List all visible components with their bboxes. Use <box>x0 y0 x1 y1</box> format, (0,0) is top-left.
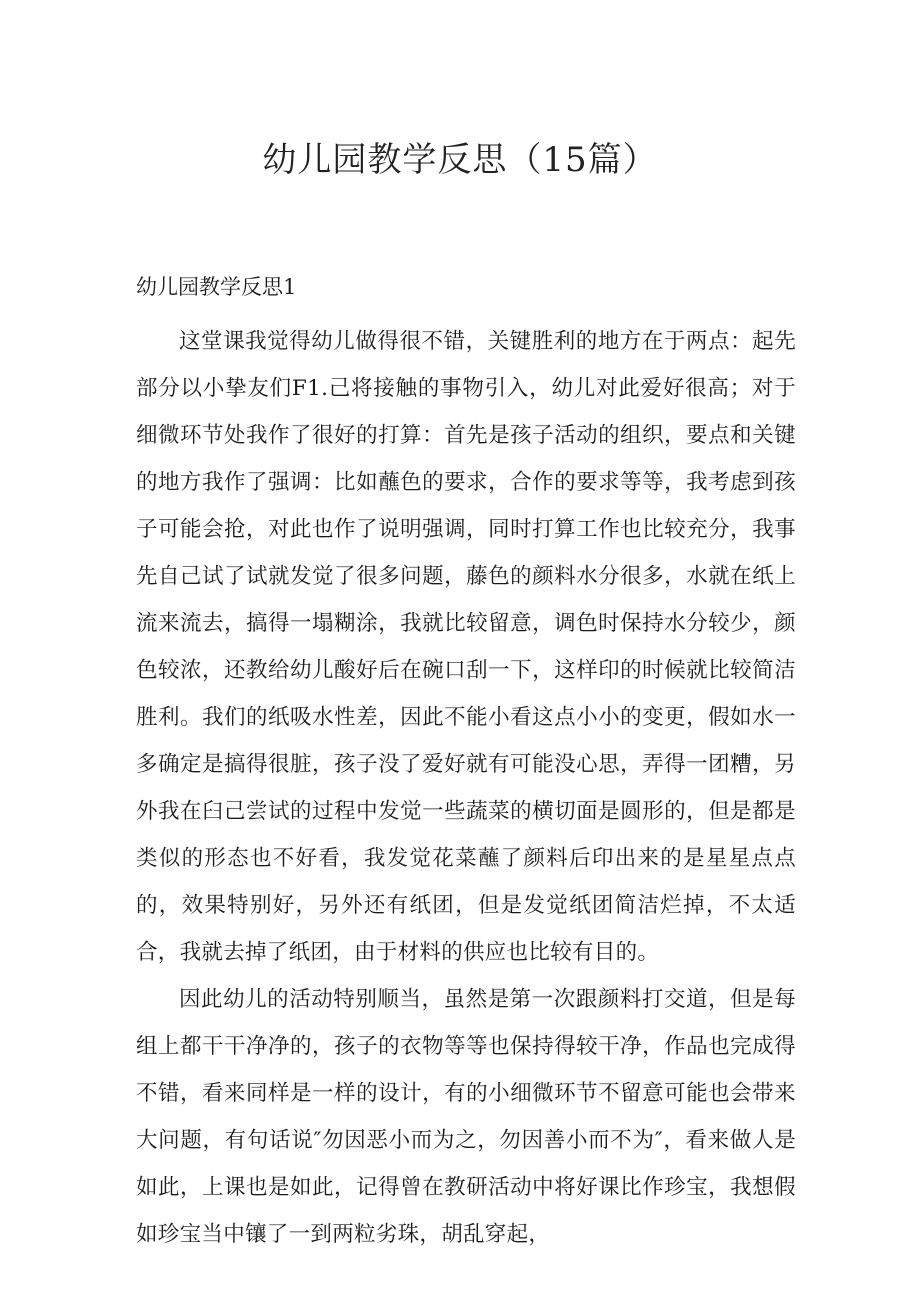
body-paragraph: 这堂课我觉得幼儿做得很不错，关键胜利的地方在于两点：起先部分以小挚友们F1.己将接触的事物引入，幼儿对此爱好很高；对于细微环节处我作了很好的打算：首先是孩子活动的组织，要点和关键的地方我作了强调：比如蘸色的要求，合作的要求等等，我考虑到孩子可能会抢，对此也作了说明强调，同时打算工作也比较充分，我事先自己试了试就发觉了很多问题，藤色的颜料水分很多，水就在纸上流来流去，搞得一塌糊涂，我就比较留意，调色时保持水分较少，颜色较浓，还教给幼儿酸好后在碗口刮一下，这样印的时候就比较简洁胜利。我们的纸吸水性差，因此不能小看这点小小的变更，假如水一多确定是搞得很脏，孩子没了爱好就有可能没心思，弄得一团糟，另外我在臼己尝试的过程中发觉一些蔬菜的横切面是圆形的，但是都是类似的形态也不好看，我发觉花菜蘸了颜料后印出来的是星星点点的，效果特别好，另外还有纸团，但是发觉纸团简洁烂掉，不太适合，我就去掉了纸团，由于材料的供应也比较有目的。 <box>136 329 796 965</box>
document-title: 幼儿园教学反思（15篇） <box>262 140 658 180</box>
body-paragraph: 因此幼儿的活动特别顺当，虽然是第一次跟颜料打交道，但是每组上都干干净净的，孩子的衣物等等也保持得较干净，作品也完成得不错，看来同样是一样的设计，有的小细微环节不留意可能也会带来大问题，有句话说″勿因恶小而为之，勿因善小而不为″，看来做人是如此，上课也是如此，记得曾在教研活动中将好课比作珍宝，我想假如珍宝当中镶了一到两粒劣珠，胡乱穿起， <box>136 987 796 1247</box>
section-heading: 幼儿园教学反思1 <box>136 275 297 299</box>
document-body <box>136 318 796 1258</box>
